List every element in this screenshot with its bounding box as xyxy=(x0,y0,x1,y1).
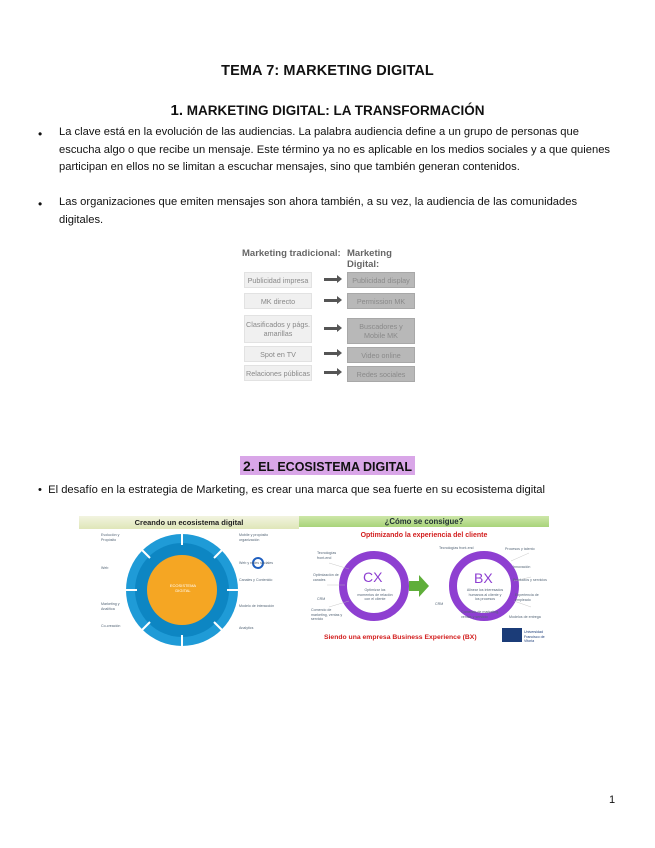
eco-label: Modelo de interacción xyxy=(239,604,275,608)
university-logo-icon xyxy=(502,628,522,642)
bx-footer-text: Siendo una empresa Business Experience (BX) xyxy=(324,634,477,641)
bullet-symbol: • xyxy=(38,127,43,141)
arrow-icon xyxy=(324,278,338,281)
bx-figure-title: ¿Cómo se consigue? xyxy=(299,516,549,527)
cx-caption: Optimizar los momentos de relación con el cliente xyxy=(357,588,393,601)
bullet-symbol: • xyxy=(38,484,42,496)
digital-item: Buscadores y Mobile MK xyxy=(347,318,415,344)
eco-label: Evolución y Propósito xyxy=(101,533,120,542)
paragraph-organizations xyxy=(59,194,615,229)
section-2-heading xyxy=(0,456,655,476)
paragraph-challenge xyxy=(38,484,545,496)
paragraph-line: Las organizaciones que emiten mensajes son ahora también, a su vez, la audiencia de las comunidades xyxy=(59,196,578,208)
bx-circle-label: BX xyxy=(474,570,493,586)
cx-label: Tecnologías front-end xyxy=(317,551,337,560)
paragraph-line: El desafío en la estrategia de Marketing, es crear una marca que sea fuerte en su ecosistema digital xyxy=(48,484,546,496)
ecosystem-figure xyxy=(79,516,299,651)
arrow-right-icon xyxy=(409,575,429,597)
digital-item: Publicidad display xyxy=(347,272,415,288)
bx-label: CRM xyxy=(435,602,444,606)
traditional-item: Clasificados y págs. amarillas xyxy=(244,315,312,343)
bx-label: Procesos y talento xyxy=(505,547,535,551)
cx-circle-label: CX xyxy=(363,569,383,585)
paragraph-line: La clave está en la evolución de las audiencias. La palabra audiencia define a un grupo de personas que xyxy=(59,126,579,138)
traditional-item: MK directo xyxy=(244,293,312,309)
university-logo-text: Universidad Francisco de Vitoria xyxy=(524,630,545,643)
eco-label: Canales y Contenido xyxy=(239,578,273,582)
paragraph-audiences xyxy=(59,124,615,177)
cx-label: Optimización de canales xyxy=(313,573,339,582)
section-1-title: MARKETING DIGITAL: LA TRANSFORMACIÓN xyxy=(186,103,485,118)
eco-label: Web xyxy=(101,566,109,570)
cx-label: Comercio de marketing, ventas y servicio xyxy=(311,608,343,621)
bx-label: Experiencia de empleado xyxy=(515,593,539,602)
digital-item: Permission MK xyxy=(347,293,415,309)
digital-header: Marketing Digital: xyxy=(347,248,392,270)
section-2-number: 2. xyxy=(242,458,255,474)
traditional-item: Publicidad impresa xyxy=(244,272,312,288)
digital-item: Redes sociales xyxy=(347,366,415,382)
traditional-item: Relaciones públicas xyxy=(244,365,312,381)
bx-label: Tecnologías front-end xyxy=(439,546,474,550)
eco-label: Web y redes sociales xyxy=(239,561,274,565)
ecosystem-figure-title: Creando un ecosistema digital xyxy=(79,516,299,529)
section-2-title: EL ECOSISTEMA DIGITAL xyxy=(258,460,413,474)
eco-center-label: ECOSISTEMA DIGITAL xyxy=(169,583,197,593)
arrow-icon xyxy=(324,371,338,374)
paragraph-line: participan en ellos no se limitan a escuchar mensajes, sino que también generan contenidos. xyxy=(59,161,520,173)
bx-inner xyxy=(458,560,510,612)
arrow-icon xyxy=(324,299,338,302)
section-1-heading xyxy=(0,102,655,119)
page-number: 1 xyxy=(609,794,616,806)
section-2-highlight xyxy=(240,456,415,475)
eco-label: Analytics xyxy=(239,626,254,630)
section-1-number: 1. xyxy=(170,102,184,119)
digital-item: Video online xyxy=(347,347,415,363)
bullet-symbol: • xyxy=(38,197,43,211)
bx-caption: Alinear los interesados humanos al cliente y los procesos xyxy=(466,588,504,601)
bx-figure-subtitle: Optimizando la experiencia del cliente xyxy=(360,532,488,539)
arrow-icon xyxy=(324,352,338,355)
paragraph-line: digitales. xyxy=(59,213,104,226)
eco-label: Mobile y propósito organización xyxy=(239,533,269,542)
bx-label: Productos y servicios xyxy=(513,578,547,582)
marketing-comparison-figure xyxy=(240,245,420,385)
cx-inner xyxy=(348,560,400,612)
eco-label: Co-creación xyxy=(101,624,121,628)
traditional-item: Spot en TV xyxy=(244,346,312,362)
eco-label: Marketing y Analítica xyxy=(101,602,120,611)
cx-label: CRM xyxy=(317,597,326,601)
document-title: TEMA 7: MARKETING DIGITAL xyxy=(221,63,434,79)
bx-label: Innovación xyxy=(513,565,531,569)
traditional-header: Marketing tradicional: xyxy=(242,248,341,259)
bx-label: Comercio de marketing, ventas y servicio xyxy=(461,610,500,619)
bx-figure xyxy=(299,516,549,651)
bx-label: Modelos de entrega xyxy=(509,615,541,619)
paragraph-line: escucha algo o que recibe un mensaje. Este término ya no es aplicable en los medios sociales y a que quienes xyxy=(59,143,611,156)
arrow-icon xyxy=(324,327,338,330)
